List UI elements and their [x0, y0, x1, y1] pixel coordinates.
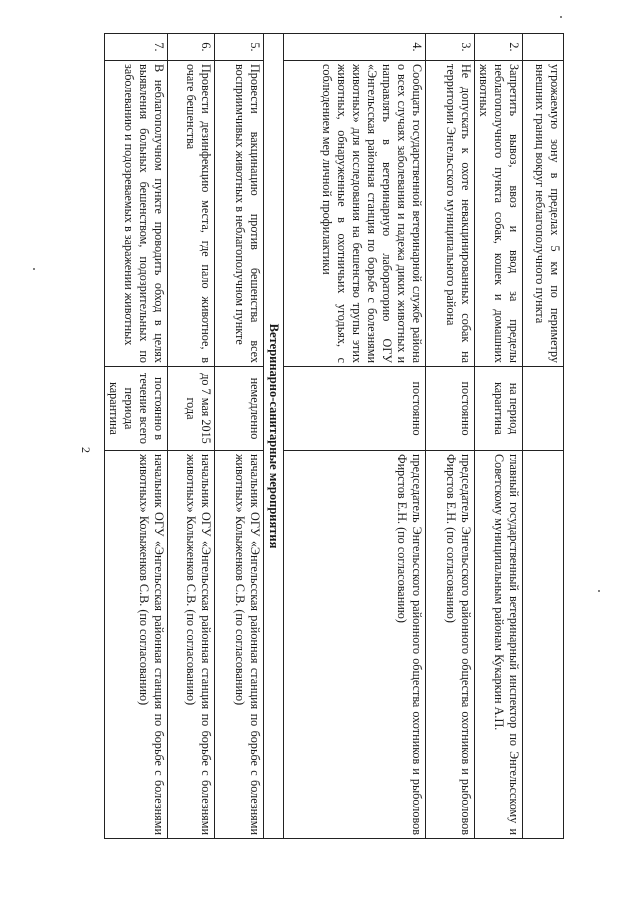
- table-row: [523, 34, 564, 839]
- scan-speck: [560, 16, 562, 18]
- term-cell: постоянно: [426, 367, 475, 451]
- responsible-cell: председатель Энгельсского районного общества охотников и рыболовов Фирстов Е.Н. (по согласованию): [284, 451, 426, 839]
- row-number: 7.: [105, 34, 168, 61]
- responsible-cell: главный государственный ветеринарный инспектор по Энгельсскому и Советскому муниципальным районам Кукаркин А.П.: [475, 451, 523, 839]
- responsible-cell: начальник ОГУ «Энгельсская районная станция по борьбе с болезнями животных» Колыженков С.В. (по согласованию): [168, 451, 215, 839]
- table-row: [168, 34, 215, 839]
- responsible-cell: начальник ОГУ «Энгельсская районная станция по борьбе с болезнями животных» Колыженков С.В. (по согласованию): [215, 451, 264, 839]
- row-number: [523, 34, 564, 61]
- term-cell: немедленно: [215, 367, 264, 451]
- measure-cell: Запретить вывоз, ввоз и ввод за пределы неблагополучного пункта собак, кошек и домашних животных: [475, 61, 523, 367]
- responsible-cell: начальник ОГУ «Энгельсская районная станция по борьбе с болезнями животных» Колыженков С.В. (по согласованию): [105, 451, 168, 839]
- table-row: [105, 34, 168, 839]
- measure-cell: Провести дезинфекцию места, где пало животное, в очаге бешенства: [168, 61, 215, 367]
- table-row: [426, 34, 475, 839]
- term-cell: [523, 367, 564, 451]
- table-row: [215, 34, 264, 839]
- table-row: [475, 34, 523, 839]
- table-row: [284, 34, 426, 839]
- measures-table: [104, 33, 564, 839]
- measure-cell: Провести вакцинацию против бешенства всех восприимчивых животных в неблагополучном пункте: [215, 61, 264, 367]
- row-number: 4.: [284, 34, 426, 61]
- row-number: 6.: [168, 34, 215, 61]
- row-number: 2.: [475, 34, 523, 61]
- term-cell: постоянно: [284, 367, 426, 451]
- page-number: 2: [79, 447, 93, 453]
- section-header-row: [264, 34, 284, 839]
- term-cell: на период карантина: [475, 367, 523, 451]
- measure-cell: угрожаемую зону в пределах 5 км по периметру внешних границ вокруг неблагополучного пункта: [523, 61, 564, 367]
- measure-cell: Не допускать к охоте невакцинированных собак на территории Энгельсского муниципального района: [426, 61, 475, 367]
- scan-speck: [598, 590, 600, 592]
- measure-cell: В неблагополучном пункте проводить обход в целях выявления больных бешенством, подозрительных по заболеванию и подозреваемых в заражении животных: [105, 61, 168, 367]
- table-wrapper: [84, 33, 640, 835]
- term-cell: до 7 мая 2015 года: [168, 367, 215, 451]
- row-number: 3.: [426, 34, 475, 61]
- measure-cell: Сообщать государственной ветеринарной службе района о всех случаях заболевания и падежа диких животных и направлять в ветеринарную лабораторию ОГУ «Энгельсская районная станция по борьбе с болезнями животных» для исследования на бешенство трупы этих животных, обнаруженные в охотничьих угодьях, с соблюдением мер личной профилактики: [284, 61, 426, 367]
- row-number: 5.: [215, 34, 264, 61]
- section-title: Ветеринарно-санитарные мероприятия: [264, 34, 284, 839]
- term-cell: постоянно в течение всего периода карантина: [105, 367, 168, 451]
- responsible-cell: [523, 451, 564, 839]
- responsible-cell: председатель Энгельсского районного общества охотников и рыболовов Фирстов Е.Н. (по согласованию): [426, 451, 475, 839]
- scan-speck: [33, 268, 35, 270]
